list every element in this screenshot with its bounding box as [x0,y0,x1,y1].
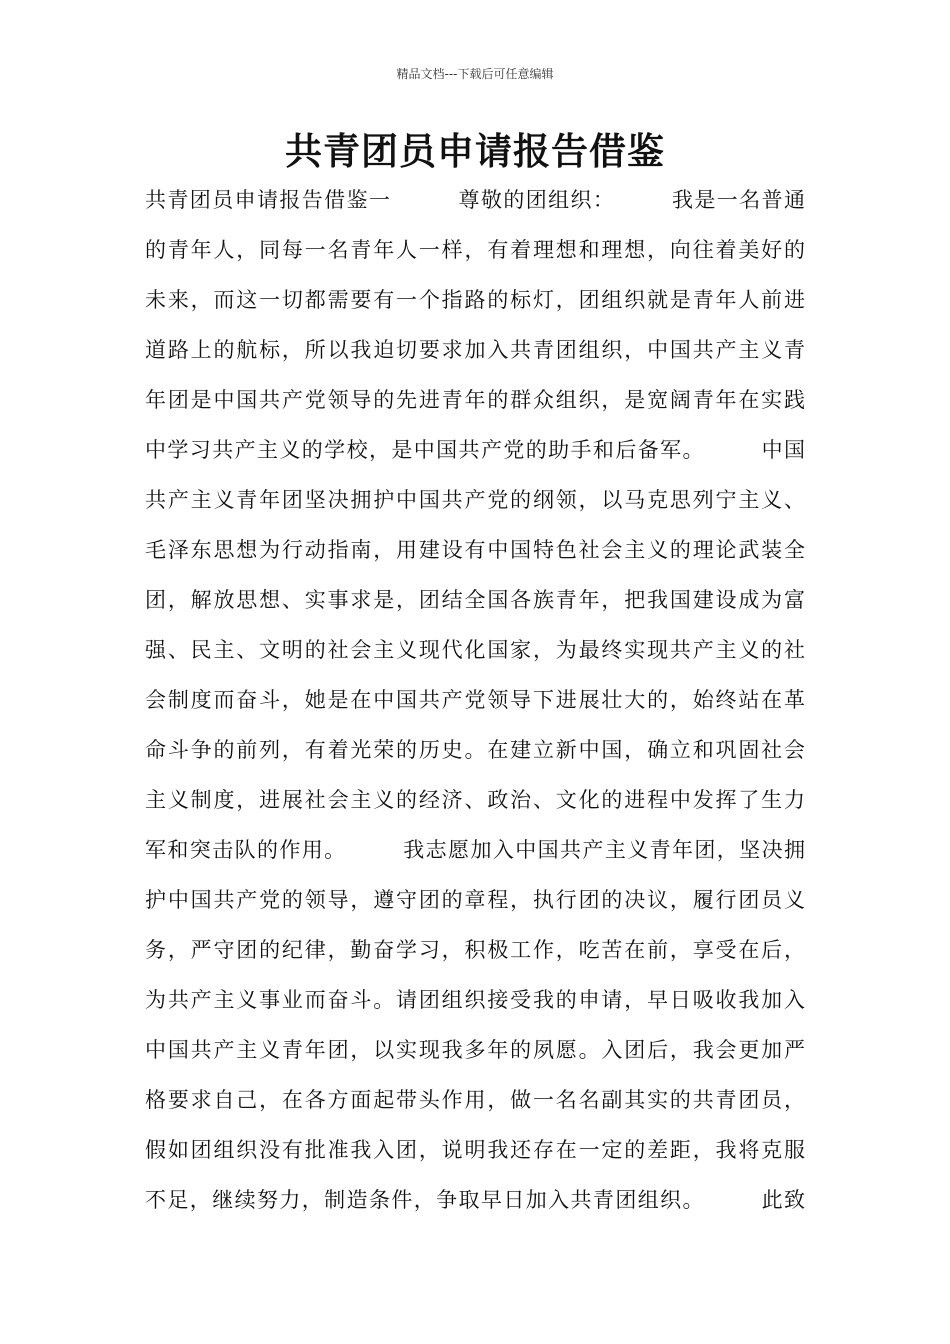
body-line: 年团是中国共产党领导的先进青年的群众组织，是宽阔青年在实践 [145,388,805,412]
body-line: 的青年人，同每一名青年人一样，有着理想和理想，向往着美好的 [145,238,805,262]
body-line: 强、民主、文明的社会主义现代化国家，为最终实现共产主义的社 [145,638,805,662]
body-line: 假如团组织没有批准我入团，说明我还存在一定的差距，我将克服 [145,1138,805,1162]
body-line: 主义制度，进展社会主义的经济、政治、文化的进程中发挥了生力 [145,788,805,812]
document-title: 共青团员申请报告借鉴 [285,130,665,173]
body-line: 格要求自己，在各方面起带头作用，做一名名副其实的共青团员， [145,1088,805,1112]
body-line: 共青团员申请报告借鉴一 尊敬的团组织： 我是一名普通 [145,188,805,212]
body-line: 中国共产主义青年团，以实现我多年的夙愿。入团后，我会更加严 [145,1038,805,1062]
body-line: 未来，而这一切都需要有一个指路的标灯，团组织就是青年人前进 [145,288,805,312]
body-line: 道路上的航标，所以我迫切要求加入共青团组织，中国共产主义青 [145,338,805,362]
body-line: 不足，继续努力，制造条件，争取早日加入共青团组织。 此致 [145,1188,805,1212]
body-line: 共产主义青年团坚决拥护中国共产党的纲领，以马克思列宁主义、 [145,488,805,512]
body-line: 中学习共产主义的学校，是中国共产党的助手和后备军。 中国 [145,438,805,462]
body-line: 为共产主义事业而奋斗。请团组织接受我的申请，早日吸收我加入 [145,988,805,1012]
body-line: 军和突击队的作用。 我志愿加入中国共产主义青年团，坚决拥 [145,838,805,862]
page-header-note: 精品文档---下载后可任意编辑 [396,67,554,81]
body-line: 团，解放思想、实事求是，团结全国各族青年，把我国建设成为富 [145,588,805,612]
body-line: 护中国共产党的领导，遵守团的章程，执行团的决议，履行团员义 [145,888,805,912]
body-line: 命斗争的前列，有着光荣的历史。在建立新中国，确立和巩固社会 [145,738,805,762]
body-line: 毛泽东思想为行动指南，用建设有中国特色社会主义的理论武装全 [145,538,805,562]
body-line: 务，严守团的纪律，勤奋学习，积极工作，吃苦在前，享受在后， [145,938,805,962]
body-line: 会制度而奋斗，她是在中国共产党领导下进展壮大的，始终站在革 [145,688,805,712]
document-body [145,180,805,1230]
